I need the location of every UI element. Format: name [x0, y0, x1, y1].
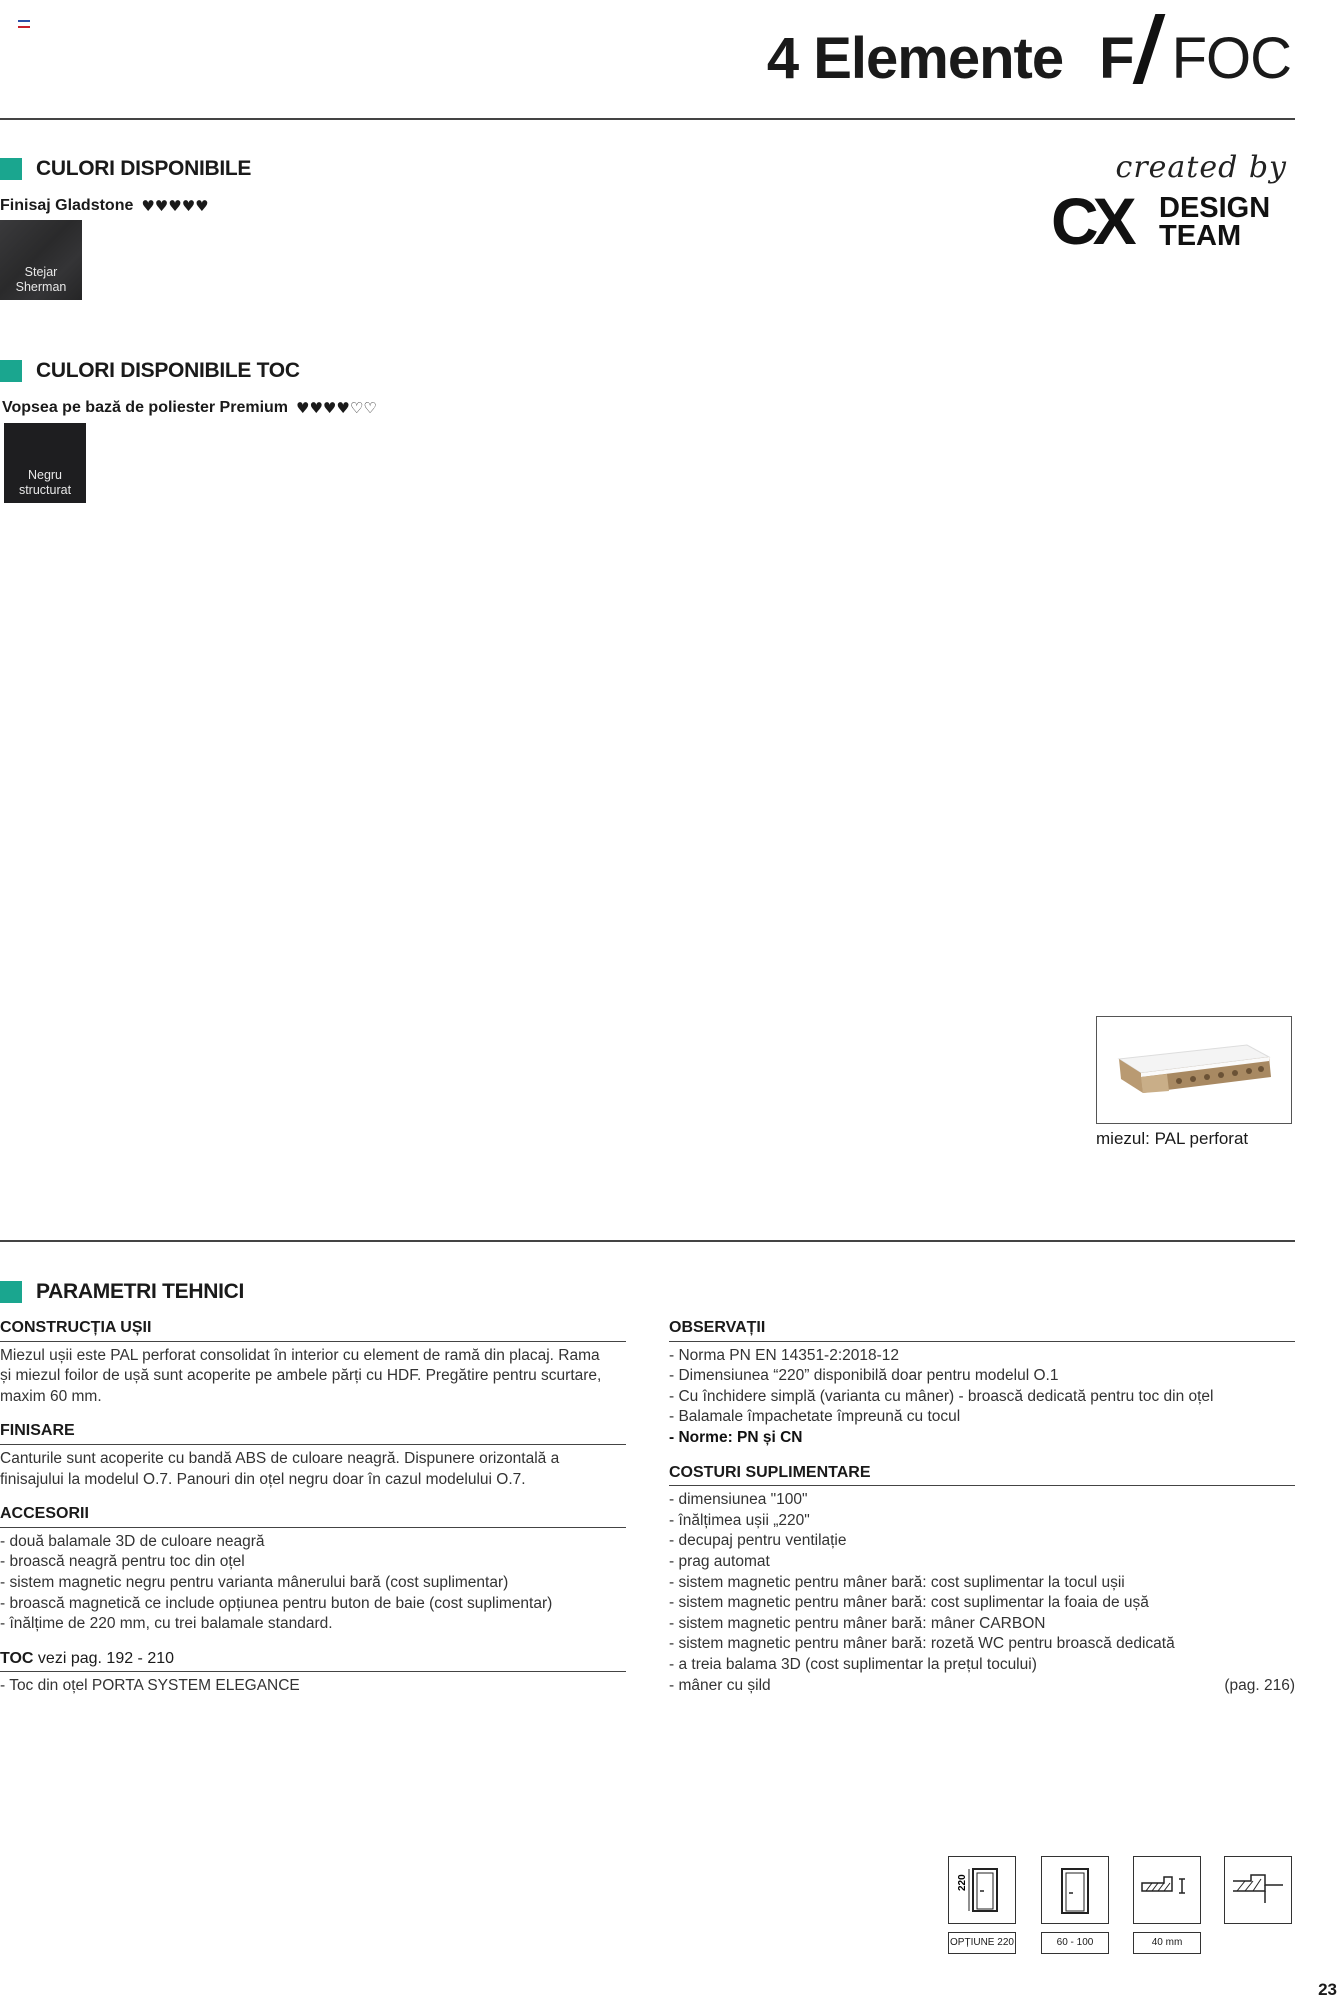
constructia-heading: CONSTRUCȚIA UȘII	[0, 1318, 626, 1342]
section-culori-toc	[0, 359, 300, 383]
list-item: - broască neagră pentru toc din oțel	[0, 1553, 245, 1571]
section-title: CULORI DISPONIBILE	[36, 157, 252, 180]
core-sample-image	[1096, 1016, 1292, 1124]
list-item: - prag automat	[669, 1552, 770, 1570]
height-mark: 220	[957, 1874, 968, 1891]
core-label: miezul: PAL perforat	[1096, 1129, 1249, 1148]
toc-heading-ref: vezi pag. 192 - 210	[33, 1649, 175, 1667]
swatch-label-line1: Negru	[27, 468, 63, 482]
last-cost-row	[669, 1676, 1295, 1697]
list-item: - broască magnetică ce include opțiunea pentru buton de baie (cost suplimentar)	[0, 1594, 553, 1612]
logo-cx: CX	[1051, 184, 1131, 258]
logo-design: DESIGN	[1159, 192, 1271, 224]
rating-hearts-icon: ♥♥♥♥♡♡	[296, 399, 377, 417]
color-swatch-stejar-sherman[interactable]	[0, 220, 82, 300]
finish-line-frame	[2, 399, 377, 417]
list-item: - Dimensiunea “220” disponibilă doar pentru modelul O.1	[669, 1367, 1059, 1385]
logo-team: TEAM	[1159, 220, 1242, 252]
swatch-label-line1: Stejar	[24, 265, 58, 279]
cx-design-team-logo	[1047, 150, 1297, 260]
door-height-220-icon	[948, 1856, 1016, 1924]
section-square-icon	[0, 158, 22, 180]
section-square-icon	[0, 360, 22, 382]
constructia-line: maxim 60 mm.	[0, 1387, 102, 1405]
finish-line-door	[0, 197, 209, 215]
page-number: 23	[1318, 1980, 1337, 1999]
section-title: PARAMETRI TEHNICI	[36, 1280, 245, 1303]
list-item: - a treia balama 3D (cost suplimentar la prețul tocului)	[669, 1655, 1037, 1673]
swatch-label-line2: structurat	[18, 483, 72, 497]
list-item: - Norma PN EN 14351-2:2018-12	[669, 1346, 900, 1364]
observatii-heading: OBSERVAȚII	[669, 1318, 1295, 1342]
swatch-label-line2: Sherman	[15, 280, 67, 294]
slash-icon	[1132, 14, 1165, 84]
list-item: - sistem magnetic pentru mâner bară: cost suplimentar la foaia de ușă	[669, 1594, 1149, 1612]
product-mark	[1099, 8, 1291, 92]
costuri-heading: COSTURI SUPLIMENTARE	[669, 1463, 1295, 1487]
list-item: - Toc din oțel PORTA SYSTEM ELEGANCE	[0, 1677, 300, 1695]
list-item: - dimensiunea "100"	[669, 1491, 808, 1509]
product-letter: F	[1099, 26, 1134, 91]
finisare-line: Canturile sunt acoperite cu bandă ABS de culoare neagră. Dispunere orizontală a	[0, 1449, 560, 1467]
page-reference: (pag. 216)	[1224, 1676, 1295, 1694]
list-item: - sistem magnetic negru pentru varianta mânerului bară (cost suplimentar)	[0, 1573, 509, 1591]
constructia-line: Miezul ușii este PAL perforat consolidat în interior cu element de ramă din placaj. Rama	[0, 1346, 600, 1364]
finish-label: Vopsea pe bază de poliester Premium	[2, 399, 289, 416]
toc-heading-bold: TOC	[0, 1649, 34, 1667]
icon-caption: 60 - 100	[1041, 1932, 1109, 1954]
header-divider	[0, 118, 1295, 120]
product-name: FOC	[1171, 26, 1291, 91]
section-parametri	[0, 1280, 244, 1304]
norme-item: - Norme: PN și CN	[669, 1428, 803, 1446]
constructia-line: și miezul foilor de ușă sunt acoperite pe ambele părți cu HDF. Pregătire pentru scurtare,	[0, 1367, 602, 1385]
icon-caption: OPȚIUNE 220	[948, 1932, 1016, 1954]
list-item: - decupaj pentru ventilație	[669, 1532, 847, 1550]
mid-divider	[0, 1240, 1295, 1242]
finish-label: Finisaj Gladstone	[0, 197, 134, 214]
section-title: CULORI DISPONIBILE TOC	[36, 359, 300, 382]
icon-caption: 40 mm	[1133, 1932, 1201, 1954]
page-title	[767, 8, 1291, 92]
list-item: - Balamale împachetate împreună cu tocul	[669, 1408, 961, 1426]
pal-core-icon	[1097, 1017, 1290, 1122]
toc-heading	[0, 1649, 626, 1673]
section-square-icon	[0, 1281, 22, 1303]
finisare-heading: FINISARE	[0, 1421, 626, 1445]
section-culori	[0, 157, 251, 181]
logo-created-by: created by	[1115, 150, 1287, 185]
right-column	[669, 1318, 1295, 1696]
frame-profile-icon	[1224, 1856, 1292, 1924]
flag-mark-icon	[18, 20, 30, 28]
color-swatch-negru-structurat[interactable]	[4, 423, 86, 503]
list-item: - sistem magnetic pentru mâner bară: cost suplimentar la tocul ușii	[669, 1573, 1125, 1591]
door-thickness-icon	[1133, 1856, 1201, 1924]
list-item: - sistem magnetic pentru mâner bară: mâner CARBON	[669, 1614, 1046, 1632]
left-column	[0, 1318, 626, 1697]
list-item: - Cu închidere simplă (varianta cu mâner) - broască dedicată pentru toc din oțel	[669, 1387, 1214, 1405]
list-item: - sistem magnetic pentru mâner bară: rozetă WC pentru broască dedicată	[669, 1635, 1175, 1653]
list-item: - două balamale 3D de culoare neagră	[0, 1532, 265, 1550]
finisare-line: finisajului la modelul O.7. Panouri din oțel negru doar în cazul modelului O.7.	[0, 1470, 526, 1488]
logo-design-team	[1159, 194, 1270, 250]
accesorii-heading: ACCESORII	[0, 1504, 626, 1528]
list-item: - înălțime de 220 mm, cu trei balamale standard.	[0, 1615, 333, 1633]
model-title: 4 Elemente	[766, 26, 1064, 91]
door-width-icon	[1041, 1856, 1109, 1924]
rating-hearts-icon: ♥♥♥♥♥	[141, 197, 209, 215]
list-item: - înălțimea ușii „220"	[669, 1511, 810, 1529]
list-item: - mâner cu șild	[669, 1676, 771, 1694]
